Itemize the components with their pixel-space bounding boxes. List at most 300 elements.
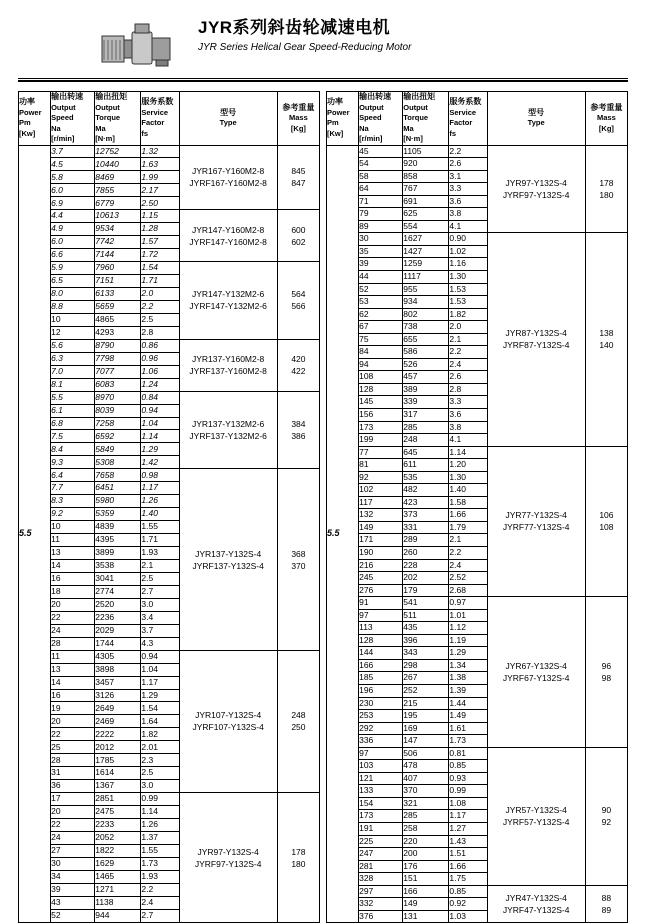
speed-value: 22 [51,819,95,832]
speed-value: 16 [51,689,95,702]
torque-value: 10440 [95,158,141,171]
speed-value: 145 [359,396,403,409]
torque-value: 478 [403,760,449,773]
torque-value: 7151 [95,275,141,288]
torque-value: 1271 [95,883,141,896]
factor-value: 2.1 [141,560,179,573]
torque-value: 2233 [95,819,141,832]
speed-value: 35 [359,245,403,258]
speed-value: 328 [359,873,403,886]
torque-value: 202 [403,572,449,585]
speed-value: 20 [51,598,95,611]
torque-value: 4865 [95,313,141,326]
speed-value: 8.8 [51,300,95,313]
torque-value: 252 [403,685,449,698]
type-value: JYR67-Y132S-4 JYRF67-Y132S-4 [487,597,585,748]
mass-value: 248 250 [277,650,319,792]
torque-value: 2029 [95,624,141,637]
speed-value: 245 [359,572,403,585]
speed-value: 6.9 [51,197,95,210]
speed-value: 28 [51,637,95,650]
torque-value: 1465 [95,870,141,883]
factor-value: 2.68 [449,584,487,597]
mass-value: 138 140 [585,233,627,446]
speed-value: 20 [51,715,95,728]
type-value: JYR57-Y132S-4 JYRF57-Y132S-4 [487,747,585,885]
factor-value: 1.38 [449,672,487,685]
torque-value: 2222 [95,728,141,741]
type-value: JYR167-Y160M2-8 JYRF167-Y160M2-8 [179,145,277,210]
factor-value: 0.85 [449,885,487,898]
factor-value: 1.17 [141,482,179,495]
factor-value: 2.5 [141,313,179,326]
factor-value: 1.29 [141,689,179,702]
factor-value: 2.0 [141,287,179,300]
speed-value: 6.3 [51,352,95,365]
speed-value: 6.6 [51,249,95,262]
torque-value: 1822 [95,844,141,857]
factor-value: 2.8 [449,383,487,396]
torque-value: 767 [403,183,449,196]
col-type: 型号 Type [487,92,585,146]
factor-value: 1.37 [141,832,179,845]
speed-value: 10 [51,313,95,326]
speed-value: 144 [359,647,403,660]
factor-value: 1.14 [141,806,179,819]
factor-value: 2.7 [141,909,179,923]
speed-value: 5.9 [51,262,95,275]
factor-value: 0.99 [141,793,179,806]
table-row [19,650,320,663]
speed-value: 7.0 [51,365,95,378]
speed-value: 9.3 [51,456,95,469]
speed-value: 39 [359,258,403,271]
torque-value: 258 [403,823,449,836]
factor-value: 1.08 [449,797,487,810]
torque-value: 2052 [95,832,141,845]
speed-value: 173 [359,421,403,434]
col-speed: 输出转速 Output Speed Na [r/min] [51,92,95,146]
torque-value: 435 [403,622,449,635]
factor-value: 0.94 [141,404,179,417]
speed-value: 10 [51,521,95,534]
factor-value: 1.79 [449,521,487,534]
torque-value: 200 [403,848,449,861]
speed-value: 8.3 [51,495,95,508]
speed-value: 30 [51,857,95,870]
torque-value: 625 [403,208,449,221]
speed-value: 4.9 [51,223,95,236]
speed-value: 216 [359,559,403,572]
speed-value: 6.1 [51,404,95,417]
factor-value: 1.14 [449,446,487,459]
speed-value: 247 [359,848,403,861]
torque-value: 2774 [95,585,141,598]
factor-value: 1.29 [141,443,179,456]
torque-value: 7855 [95,184,141,197]
torque-value: 6779 [95,197,141,210]
torque-value: 12752 [95,145,141,158]
factor-value: 3.8 [449,208,487,221]
power-value: 5.5 [19,145,51,923]
speed-value: 128 [359,634,403,647]
torque-value: 511 [403,609,449,622]
factor-value: 2.52 [449,572,487,585]
speed-value: 44 [359,270,403,283]
factor-value: 1.17 [449,810,487,823]
torque-value: 920 [403,158,449,171]
torque-value: 2475 [95,806,141,819]
torque-value: 373 [403,509,449,522]
col-mass: 参考重量 Mass [Kg] [277,92,319,146]
torque-value: 1138 [95,896,141,909]
torque-value: 1785 [95,754,141,767]
factor-value: 1.82 [141,728,179,741]
factor-value: 2.8 [141,326,179,339]
torque-value: 1629 [95,857,141,870]
speed-value: 5.5 [51,391,95,404]
torque-value: 2520 [95,598,141,611]
torque-value: 554 [403,220,449,233]
torque-value: 3126 [95,689,141,702]
speed-value: 27 [51,844,95,857]
speed-value: 53 [359,296,403,309]
factor-value: 3.4 [141,611,179,624]
torque-value: 5308 [95,456,141,469]
torque-value: 267 [403,672,449,685]
torque-value: 4839 [95,521,141,534]
torque-value: 289 [403,534,449,547]
torque-value: 482 [403,484,449,497]
torque-value: 407 [403,772,449,785]
torque-value: 7077 [95,365,141,378]
speed-value: 30 [359,233,403,246]
torque-value: 506 [403,747,449,760]
factor-value: 2.2 [141,300,179,313]
mass-value: 178 180 [585,145,627,233]
factor-value: 1.73 [141,857,179,870]
header-rule-thin [18,78,628,79]
speed-value: 13 [51,547,95,560]
table-header-right [327,92,628,146]
table-row [327,446,628,459]
torque-value: 6451 [95,482,141,495]
factor-value: 1.53 [449,296,487,309]
header-rule-thick [18,80,628,82]
factor-value: 1.73 [449,735,487,748]
mass-value: 384 386 [277,391,319,469]
torque-value: 1427 [403,245,449,258]
speed-value: 128 [359,383,403,396]
speed-value: 173 [359,810,403,823]
torque-value: 3899 [95,547,141,560]
torque-value: 4293 [95,326,141,339]
factor-value: 1.04 [141,417,179,430]
factor-value: 1.71 [141,534,179,547]
speed-value: 156 [359,408,403,421]
torque-value: 1367 [95,780,141,793]
torque-value: 5849 [95,443,141,456]
factor-value: 3.0 [141,780,179,793]
type-value: JYR47-Y132S-4 JYRF47-Y132S-4 [487,885,585,923]
table-row [19,210,320,223]
factor-value: 1.66 [449,509,487,522]
speed-value: 133 [359,785,403,798]
speed-value: 171 [359,534,403,547]
speed-value: 34 [51,870,95,883]
torque-value: 195 [403,710,449,723]
factor-value: 2.2 [141,883,179,896]
torque-value: 285 [403,421,449,434]
speed-value: 253 [359,710,403,723]
torque-value: 10613 [95,210,141,223]
factor-value: 0.81 [449,747,487,760]
speed-value: 52 [359,283,403,296]
mass-value: 600 602 [277,210,319,262]
factor-value: 1.64 [141,715,179,728]
table-row [19,262,320,275]
torque-value: 2469 [95,715,141,728]
speed-value: 199 [359,434,403,447]
type-value: JYR97-Y132S-4 JYRF97-Y132S-4 [487,145,585,233]
speed-value: 276 [359,584,403,597]
speed-value: 6.5 [51,275,95,288]
speed-value: 6.0 [51,184,95,197]
factor-value: 2.4 [449,358,487,371]
factor-value: 4.1 [449,434,487,447]
spec-tables [18,91,628,923]
speed-value: 97 [359,747,403,760]
speed-value: 117 [359,496,403,509]
torque-value: 147 [403,735,449,748]
table-row [19,793,320,806]
torque-value: 7658 [95,469,141,482]
col-speed: 输出转速 Output Speed Na [r/min] [359,92,403,146]
torque-value: 2012 [95,741,141,754]
speed-value: 92 [359,471,403,484]
factor-value: 0.97 [449,597,487,610]
torque-value: 317 [403,408,449,421]
torque-value: 151 [403,873,449,886]
factor-value: 2.01 [141,741,179,754]
factor-value: 2.5 [141,572,179,585]
speed-value: 71 [359,195,403,208]
torque-value: 586 [403,346,449,359]
factor-value: 1.72 [141,249,179,262]
factor-value: 1.01 [449,609,487,622]
torque-value: 423 [403,496,449,509]
table-body-left [19,145,320,923]
speed-value: 6.0 [51,236,95,249]
speed-value: 89 [359,220,403,233]
mass-value: 178 180 [277,793,319,923]
factor-value: 1.24 [141,378,179,391]
type-value: JYR77-Y132S-4 JYRF77-Y132S-4 [487,446,585,597]
torque-value: 176 [403,860,449,873]
factor-value: 0.93 [449,772,487,785]
torque-value: 396 [403,634,449,647]
speed-value: 12 [51,326,95,339]
torque-value: 298 [403,659,449,672]
speed-value: 25 [51,741,95,754]
factor-value: 1.40 [141,508,179,521]
speed-value: 8.1 [51,378,95,391]
table-row [327,597,628,610]
torque-value: 343 [403,647,449,660]
speed-value: 225 [359,835,403,848]
speed-value: 16 [51,572,95,585]
torque-value: 169 [403,722,449,735]
speed-value: 22 [51,611,95,624]
torque-value: 858 [403,170,449,183]
speed-value: 14 [51,560,95,573]
speed-value: 14 [51,676,95,689]
page-subtitle: JYR Series Helical Gear Speed-Reducing Motor [198,42,412,53]
torque-value: 2236 [95,611,141,624]
col-type: 型号 Type [179,92,277,146]
speed-value: 79 [359,208,403,221]
factor-value: 3.3 [449,183,487,196]
factor-value: 4.3 [141,637,179,650]
torque-value: 228 [403,559,449,572]
speed-value: 64 [359,183,403,196]
speed-value: 81 [359,459,403,472]
torque-value: 370 [403,785,449,798]
factor-value: 3.3 [449,396,487,409]
factor-value: 1.28 [141,223,179,236]
speed-value: 292 [359,722,403,735]
factor-value: 1.99 [141,171,179,184]
torque-value: 7258 [95,417,141,430]
mass-value: 90 92 [585,747,627,885]
speed-value: 102 [359,484,403,497]
torque-value: 9534 [95,223,141,236]
torque-value: 220 [403,835,449,848]
torque-value: 645 [403,446,449,459]
factor-value: 2.0 [449,321,487,334]
speed-value: 97 [359,609,403,622]
torque-value: 955 [403,283,449,296]
speed-value: 94 [359,358,403,371]
torque-value: 166 [403,885,449,898]
torque-value: 131 [403,910,449,923]
speed-value: 18 [51,585,95,598]
factor-value: 0.94 [141,650,179,663]
torque-value: 6083 [95,378,141,391]
table-row [327,885,628,898]
factor-value: 4.1 [449,220,487,233]
factor-value: 1.43 [449,835,487,848]
factor-value: 0.85 [449,760,487,773]
torque-value: 389 [403,383,449,396]
torque-value: 8970 [95,391,141,404]
col-power: 功率 Power Pm [Kw] [327,92,359,146]
factor-value: 3.1 [449,170,487,183]
torque-value: 1627 [403,233,449,246]
speed-value: 11 [51,534,95,547]
table-body-right [327,145,628,923]
factor-value: 3.0 [141,598,179,611]
speed-value: 31 [51,767,95,780]
mass-value: 564 566 [277,262,319,340]
torque-value: 3898 [95,663,141,676]
factor-value: 1.16 [449,258,487,271]
speed-value: 196 [359,685,403,698]
speed-value: 113 [359,622,403,635]
speed-value: 132 [359,509,403,522]
mass-value: 420 422 [277,339,319,391]
torque-value: 215 [403,697,449,710]
factor-value: 1.82 [449,308,487,321]
torque-value: 149 [403,898,449,911]
page-title: JYR系列斜齿轮减速电机 [198,18,391,37]
torque-value: 179 [403,584,449,597]
factor-value: 0.90 [449,233,487,246]
torque-value: 8039 [95,404,141,417]
torque-value: 5659 [95,300,141,313]
factor-value: 1.26 [141,819,179,832]
factor-value: 2.2 [449,346,487,359]
table-header-left [19,92,320,146]
col-mass: 参考重量 Mass [Kg] [585,92,627,146]
type-value: JYR147-Y132M2-6 JYRF147-Y132M2-6 [179,262,277,340]
speed-value: 230 [359,697,403,710]
mass-value: 88 89 [585,885,627,923]
speed-value: 62 [359,308,403,321]
speed-value: 84 [359,346,403,359]
speed-value: 43 [51,896,95,909]
factor-value: 1.54 [141,262,179,275]
speed-value: 8.4 [51,443,95,456]
factor-value: 1.19 [449,634,487,647]
speed-value: 19 [51,702,95,715]
torque-value: 3538 [95,560,141,573]
torque-value: 285 [403,810,449,823]
factor-value: 1.57 [141,236,179,249]
type-value: JYR147-Y160M2-8 JYRF147-Y160M2-8 [179,210,277,262]
factor-value: 1.06 [141,365,179,378]
factor-value: 1.55 [141,521,179,534]
speed-value: 36 [51,780,95,793]
speed-value: 13 [51,663,95,676]
factor-value: 1.54 [141,702,179,715]
table-row [327,145,628,158]
factor-value: 1.93 [141,547,179,560]
factor-value: 2.17 [141,184,179,197]
factor-value: 1.20 [449,459,487,472]
factor-value: 1.12 [449,622,487,635]
torque-value: 1117 [403,270,449,283]
factor-value: 0.92 [449,898,487,911]
power-value: 5.5 [327,145,359,923]
factor-value: 0.84 [141,391,179,404]
torque-value: 1744 [95,637,141,650]
factor-value: 2.2 [449,547,487,560]
torque-value: 2851 [95,793,141,806]
torque-value: 6133 [95,287,141,300]
speed-value: 77 [359,446,403,459]
speed-value: 91 [359,597,403,610]
torque-value: 8469 [95,171,141,184]
col-factor: 服务系数 Service Factor fs [141,92,179,146]
factor-value: 0.86 [141,339,179,352]
factor-value: 1.32 [141,145,179,158]
factor-value: 1.44 [449,697,487,710]
speed-value: 54 [359,158,403,171]
speed-value: 191 [359,823,403,836]
col-power: 功率 Power Pm [Kw] [19,92,51,146]
speed-value: 24 [51,832,95,845]
